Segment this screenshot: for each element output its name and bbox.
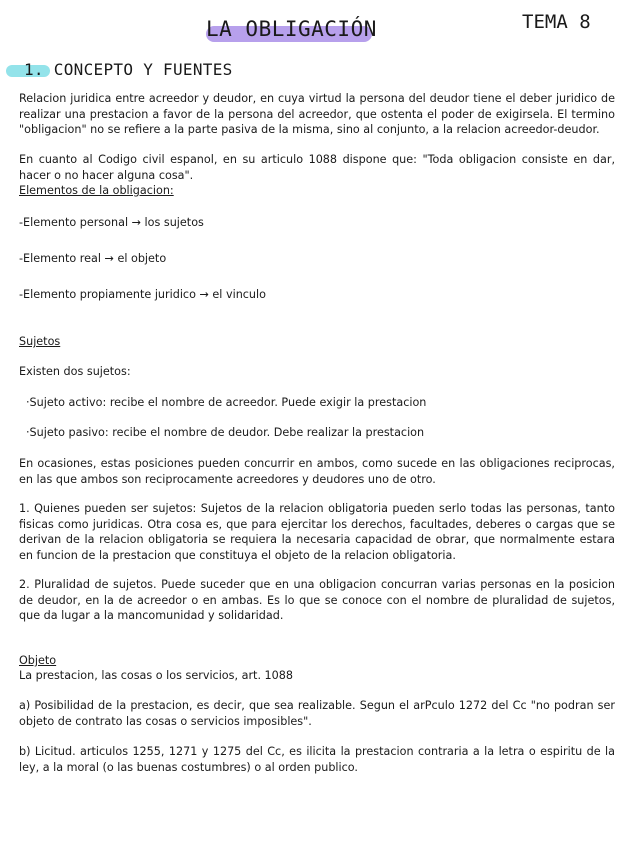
sujetos-heading: Sujetos xyxy=(19,335,61,348)
elements-heading: Elementos de la obligacion: xyxy=(19,184,174,197)
objeto-heading: Objeto xyxy=(19,654,57,667)
element-juridico: -Elemento propiamente juridico → el vinculo xyxy=(19,288,266,301)
codigo-paragraph: En cuanto al Codigo civil espanol, en su articulo 1088 dispone que: "Toda obligacion consiste en dar, hacer o no hacer alguna cosa". xyxy=(19,153,615,182)
sujeto-pasivo: ·Sujeto pasivo: recibe el nombre de deudor. Debe realizar la prestacion xyxy=(26,426,425,439)
page-title: LA OBLIGACIÓN xyxy=(206,17,377,41)
section-heading: 1. CONCEPTO Y FUENTES xyxy=(24,60,233,79)
topic-label: TEMA 8 xyxy=(522,11,591,33)
objeto-intro: La prestacion, las cosas o los servicios, art. 1088 xyxy=(19,669,294,682)
sujeto-activo: ·Sujeto activo: recibe el nombre de acreedor. Puede exigir la prestacion xyxy=(26,396,427,409)
quienes-paragraph: 1. Quienes pueden ser sujetos: Sujetos de la relacion obligatoria pueden serlo todas las personas, tanto fisicas como juridicas. Otra cosa es, que para ejercitar los derechos, facultades, deberes o cargas que se derivan de la relacion obligatoria se requiera la necesaria capacidad de obrar, que normalmente estara en funcion de la prestacion que constituya el objeto de la relacion obligatoria. xyxy=(19,502,615,562)
sujetos-intro: Existen dos sujetos: xyxy=(19,365,131,378)
licitud-paragraph: b) Licitud. articulos 1255, 1271 y 1275 del Cc, es ilicita la prestacion contraria a la letra o espiritu de la ley, a la moral (o las buenas costumbres) o al orden publico. xyxy=(19,745,615,774)
element-personal: -Elemento personal → los sujetos xyxy=(19,216,204,229)
section-heading-block xyxy=(6,58,233,88)
ocasiones-paragraph: En ocasiones, estas posiciones pueden concurrir en ambos, como sucede en las obligaciones reciprocas, en las que ambos son reciprocamente acreedores y deudores uno de otro. xyxy=(19,457,615,486)
concept-paragraph: Relacion juridica entre acreedor y deudor, en cuya virtud la persona del deudor tiene el deber juridico de realizar una prestacion a favor de la persona del acreedor, que ostenta el poder de exigirsela. El termino "obligacion" no se refiere a la parte pasiva de la misma, sino al conjunto, a la relacion acreedor-deudor. xyxy=(19,92,615,136)
title-block xyxy=(206,14,377,48)
pluralidad-paragraph: 2. Pluralidad de sujetos. Puede suceder que en una obligacion concurran varias personas en la posicion de deudor, en la de acreedor o en ambas. Es lo que se conoce con el nombre de pluralidad de sujetos, que da lugar a la mancomunidad y solidaridad. xyxy=(19,578,615,622)
element-real: -Elemento real → el objeto xyxy=(19,252,167,265)
posibilidad-paragraph: a) Posibilidad de la prestacion, es decir, que sea realizable. Segun el arPculo 1272 del Cc "no podran ser objeto de contrato las cosas o servicios imposibles". xyxy=(19,699,615,728)
